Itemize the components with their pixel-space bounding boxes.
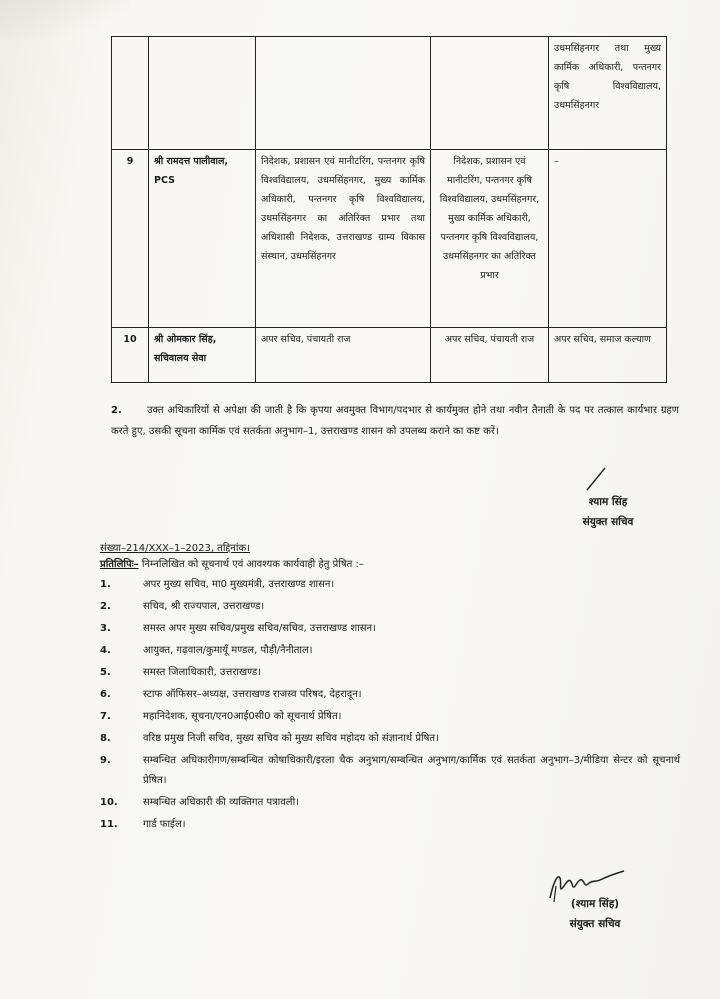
item-number: 3. bbox=[100, 623, 111, 634]
reference-block bbox=[100, 541, 364, 573]
item-number: 2. bbox=[100, 601, 111, 612]
signature-block-2 bbox=[545, 894, 645, 934]
officer-name: श्री ओमकार सिंह, bbox=[154, 334, 217, 345]
signatory-name: (श्याम सिंह) bbox=[570, 898, 620, 910]
list-item bbox=[100, 597, 680, 617]
paragraph-2 bbox=[111, 400, 679, 442]
item-number: 10. bbox=[100, 797, 118, 808]
item-text: वरिष्ठ प्रमुख निजी सचिव, मुख्य सचिव को मुख्य सचिव महोदय को संज्ञानार्थ प्रेषित। bbox=[143, 733, 439, 744]
item-number: 8. bbox=[100, 733, 111, 744]
paragraph-number: 2. bbox=[111, 405, 122, 416]
list-item bbox=[100, 641, 680, 661]
posting-table bbox=[111, 36, 667, 383]
signature-stroke-icon bbox=[585, 466, 607, 492]
list-item bbox=[100, 685, 680, 705]
cell-sno: 9 bbox=[112, 150, 149, 328]
item-text: समस्त जिलाधिकारी, उत्तराखण्ड। bbox=[143, 667, 262, 678]
item-text: सम्बन्धित अधिकारीगण/सम्बन्धित कोषाधिकारी/इरला चैक अनुभाग/सम्बन्धित अनुभाग/कार्मिक एवं सतर्कता अनुभाग–3/मीडिया सेन्टर को सूचनार्थ प्रेषित। bbox=[143, 755, 680, 786]
cell-name bbox=[149, 37, 256, 150]
table-row bbox=[112, 328, 667, 383]
officer-service: सचिवालय सेवा bbox=[154, 353, 207, 364]
cell-name bbox=[149, 328, 256, 383]
list-item bbox=[100, 707, 680, 727]
cell-sno: 10 bbox=[112, 328, 149, 383]
distribution-list bbox=[100, 575, 680, 837]
paragraph-text: उक्त अधिकारियों से अपेक्षा की जाती है कि कृपया अवमुक्त विभाग/पदभार से कार्यमुक्त होने तथा नवीन तैनाती के पद पर तत्काल कार्यभार ग्रहण करते हुए, उसकी सूचना कार्मिक एवं सतर्कता अनुभाग–1, उत्तराखण्ड शासन को उपलब्ध कराने का कष्ट करें। bbox=[111, 405, 679, 437]
cell-remarks: उधमसिंहनगर तथा मुख्य कार्मिक अधिकारी, पन्तनगर कृषि विश्वविद्यालय, उधमसिंहनगर bbox=[549, 37, 667, 150]
cell-current-post: निदेशक, प्रशासन एवं मानीटरिंग, पन्तनगर कृषि विश्वविद्यालय, उधमसिंहनगर, मुख्य कार्मिक अधिकारी, पन्तनगर कृषि विश्वविद्यालय, उधमसिंहनगर का अतिरिक्त प्रभार तथा अधिशासी निदेशक, उत्तराखण्ड ग्राम्य विकास संस्थान, उधमसिंहनगर bbox=[256, 150, 431, 328]
item-text: समस्त अपर मुख्य सचिव/प्रमुख सचिव/सचिव, उत्तराखण्ड शासन। bbox=[143, 623, 376, 634]
copy-to-text: निम्नलिखित को सूचनार्थ एवं आवश्यक कार्यवाही हेतु प्रेषित :– bbox=[138, 559, 364, 570]
reference-number: संख्या–214/XXX–1–2023, तद्दिनांक। bbox=[100, 543, 250, 554]
item-number: 1. bbox=[100, 579, 111, 590]
item-text: अपर मुख्य सचिव, मा0 मुख्यमंत्री, उत्तराखण्ड शासन। bbox=[143, 579, 335, 590]
cell-name bbox=[149, 150, 256, 328]
copy-to-label: प्रतिलिपिः– bbox=[100, 559, 139, 570]
list-item bbox=[100, 815, 680, 835]
item-text: सचिव, श्री राज्यपाल, उत्तराखण्ड। bbox=[143, 601, 265, 612]
item-number: 5. bbox=[100, 667, 111, 678]
list-item bbox=[100, 663, 680, 683]
cell-new-post: निदेशक, प्रशासन एवं मानीटरिंग, पन्तनगर कृषि विश्वविद्यालय, उधमसिंहनगर, मुख्य कार्मिक अधिकारी, पन्तनगर कृषि विश्वविद्यालय, उधमसिंहनगर का अतिरिक्त प्रभार bbox=[431, 150, 549, 328]
signatory-designation: संयुक्त सचिव bbox=[582, 516, 634, 528]
list-item bbox=[100, 619, 680, 639]
list-item bbox=[100, 729, 680, 749]
list-item bbox=[100, 575, 680, 595]
officer-name: श्री रामदत्त पालीवाल, bbox=[154, 156, 228, 167]
item-text: महानिदेशक, सूचना/एन0आई0सी0 को सूचनार्थ प्रेषित। bbox=[143, 711, 342, 722]
cell-remarks: अपर सचिव, समाज कल्याण bbox=[549, 328, 667, 383]
item-text: आयुक्त, गढ़वाल/कुमायूँ मण्डल, पौड़ी/नैनीताल। bbox=[143, 645, 313, 656]
signature-block-1 bbox=[558, 492, 658, 532]
table-row bbox=[112, 37, 667, 150]
cell-remarks: – bbox=[549, 150, 667, 328]
item-number: 9. bbox=[100, 755, 111, 766]
item-text: गार्ड फाईल। bbox=[143, 819, 186, 830]
table-row bbox=[112, 150, 667, 328]
paper-fold-shadow bbox=[0, 0, 130, 40]
cell-new-post: अपर सचिव, पंचायती राज bbox=[431, 328, 549, 383]
list-item bbox=[100, 751, 680, 791]
item-text: सम्बन्धित अधिकारी की व्यक्तिगत पत्रावली। bbox=[143, 797, 299, 808]
item-number: 6. bbox=[100, 689, 111, 700]
officer-service: PCS bbox=[154, 175, 175, 186]
item-number: 7. bbox=[100, 711, 111, 722]
cell-new-post bbox=[431, 37, 549, 150]
item-number: 11. bbox=[100, 819, 118, 830]
copy-to-line bbox=[100, 557, 364, 573]
list-item bbox=[100, 793, 680, 813]
cell-current-post bbox=[256, 37, 431, 150]
cell-sno bbox=[112, 37, 149, 150]
cell-current-post: अपर सचिव, पंचायती राज bbox=[256, 328, 431, 383]
item-number: 4. bbox=[100, 645, 111, 656]
signatory-name: श्याम सिंह bbox=[588, 496, 628, 508]
item-text: स्टाफ ऑफिसर–अध्यक्ष, उत्तराखण्ड राजस्व परिषद, देहरादून। bbox=[143, 689, 362, 700]
signatory-designation: संयुक्त सचिव bbox=[569, 918, 621, 930]
